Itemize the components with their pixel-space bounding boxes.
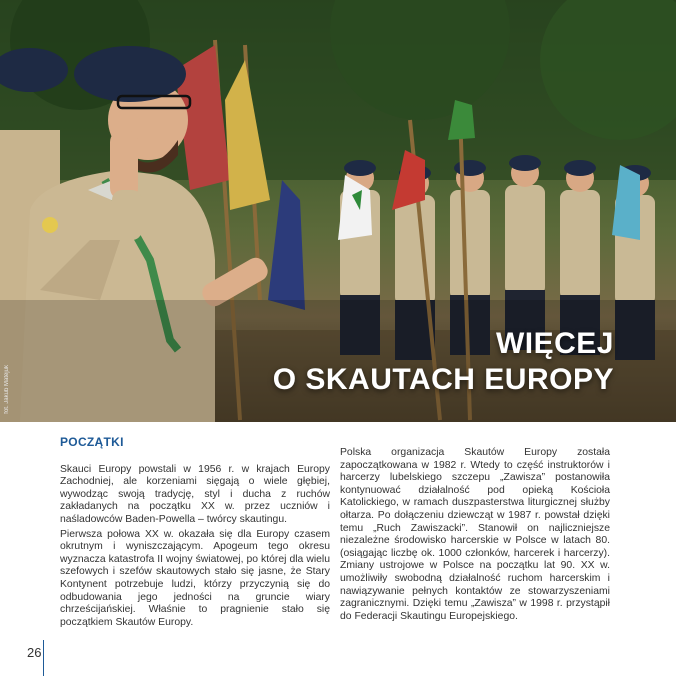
photo-credit: fot. Jakub Matejuk: [4, 365, 10, 414]
paragraph: Pierwsza połowa XX w. okazała się dla Europy czasem okrutnym i wyniszczającym. Apogeum tego okresu wyznacza katastrofa II wojny światowej, po której dla wielu szefowych i szefów skautowych stało się jasne, że Stary Kontynent potrzebuje ludzi, którzy przyczynią się do odbudowania jego jedności na gruncie wiary chrześcijańskiej. Właśnie to pragnienie stało się początkiem Skautów Europy.: [60, 528, 330, 628]
headline-line-2: O SKAUTACH EUROPY: [272, 363, 614, 396]
page-number: 26: [27, 645, 42, 660]
paragraph: Skauci Europy powstali w 1956 r. w krajach Europy Zachodniej, ale korzeniami sięgają o wiele głębiej, wywodząc swoją tradycję, styl i ducha z ruchów zakładanych na początku XX w. przez uczniów i naśladowców Baden-Powella – twórcy skautingu.: [60, 463, 330, 525]
article-headline: [273, 326, 614, 398]
paragraph: Polska organizacja Skautów Europy została zapoczątkowana w 1982 r. Wtedy to część instruktorów i harcerzy lubelskiego szczepu „Zawisza” postanowiła kontynuować działalność pod opieką Kościoła Katolickiego, w ramach duszpasterstwa liturgicznej służby ołtarza. Po dołączeniu dziewcząt w 1987 r. powstał dzięki temu „Ruch Zawiszacki”. Stanowił on najliczniejsze niezależne środowisko harcerskie w Polsce w latach 80. (osiągając liczbę ok. 1000 członków, harcerek i harcerzy). Zmiany ustrojowe w Polsce na początku lat 90. XX w. umożliwiły swobodną działalność ruchom harcerskim i nawiązywanie pełnych kontaktów ze stowarzyszeniami zagranicznymi. Dzięki temu „Zawisza” w 1998 r. przystąpił do Federacji Skautingu Europejskiego.: [340, 447, 610, 622]
right-column: [340, 447, 610, 625]
section-title: POCZĄTKI: [60, 435, 124, 449]
left-column: [60, 436, 330, 631]
page-number-divider: [43, 640, 44, 676]
headline-line-1: WIĘCEJ: [495, 327, 614, 360]
